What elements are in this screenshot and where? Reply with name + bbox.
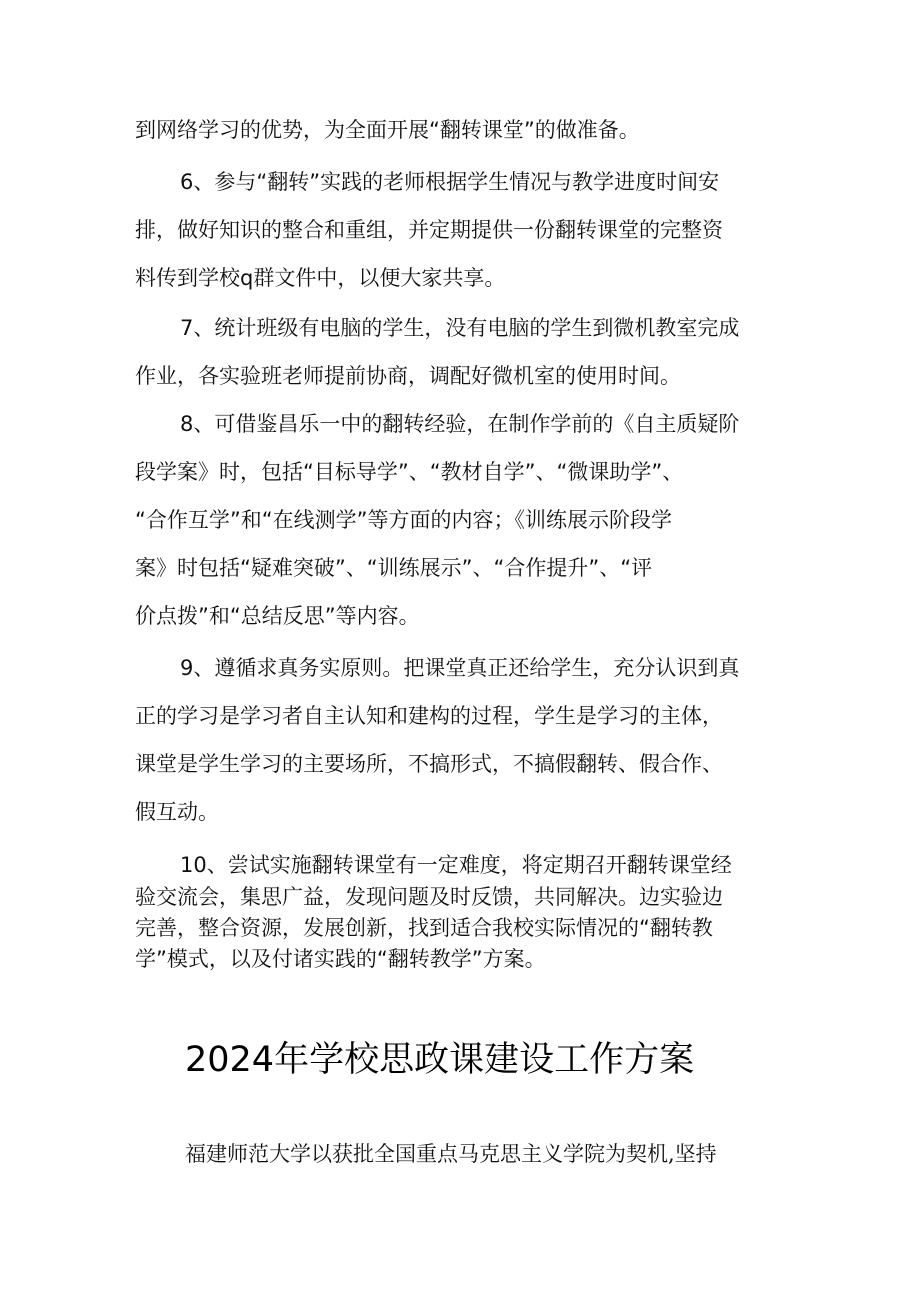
paragraph-line: 完善，整合资源，发展创新，找到适合我校实际情况的“翻转教 [135,916,713,940]
paragraph-line: 正的学习是学习者自主认知和建构的过程，学生是学习的主体， [135,704,723,728]
paragraph-line: 假互动。 [135,800,219,824]
paragraph-line: 7、统计班级有电脑的学生，没有电脑的学生到微机教室完成 [180,316,740,340]
paragraph-line: 9、遵循求真务实原则。把课堂真正还给学生，充分认识到真 [180,656,740,680]
intro-line: 福建师范大学以获批全国重点马克思主义学院为契机,坚持 [185,1142,717,1166]
paragraph-line: “合作互学”和“在线测学”等方面的内容；《训练展示阶段学 [135,508,673,532]
section-title: 2024年学校思政课建设工作方案 [185,1040,695,1080]
paragraph-line: 验交流会，集思广益，发现问题及时反馈，共同解决。边实验边 [135,885,723,909]
paragraph-line: 8、可借鉴昌乐一中的翻转经验，在制作学前的《自主质疑阶 [180,412,740,436]
paragraph-line: 作业，各实验班老师提前协商，调配好微机室的使用时间。 [135,364,681,388]
paragraph-line: 排，做好知识的整合和重组，并定期提供一份翻转课堂的完整资 [135,218,723,242]
paragraph-line: 价点拨”和“总结反思”等内容。 [135,604,420,628]
paragraph-line: 料传到学校q群文件中，以便大家共享。 [135,266,506,290]
paragraph-line: 学”模式，以及付诸实践的“翻转教学”方案。 [135,947,546,971]
paragraph-line: 10、尝试实施翻转课堂有一定难度，将定期召开翻转课堂经 [180,853,732,877]
paragraph-line: 段学案》时，包括“目标导学”、“教材自学”、“微课助学”、 [135,460,684,484]
paragraph-line: 课堂是学生学习的主要场所，不搞形式，不搞假翻转、假合作、 [135,752,723,776]
paragraph-line: 案》时包括“疑难突破”、“训练展示”、“合作提升”、“评 [135,556,653,580]
paragraph-line: 6、参与“翻转”实践的老师根据学生情况与教学进度时间安 [180,170,720,194]
paragraph-line: 到网络学习的优势，为全面开展“翻转课堂”的做准备。 [135,118,640,142]
